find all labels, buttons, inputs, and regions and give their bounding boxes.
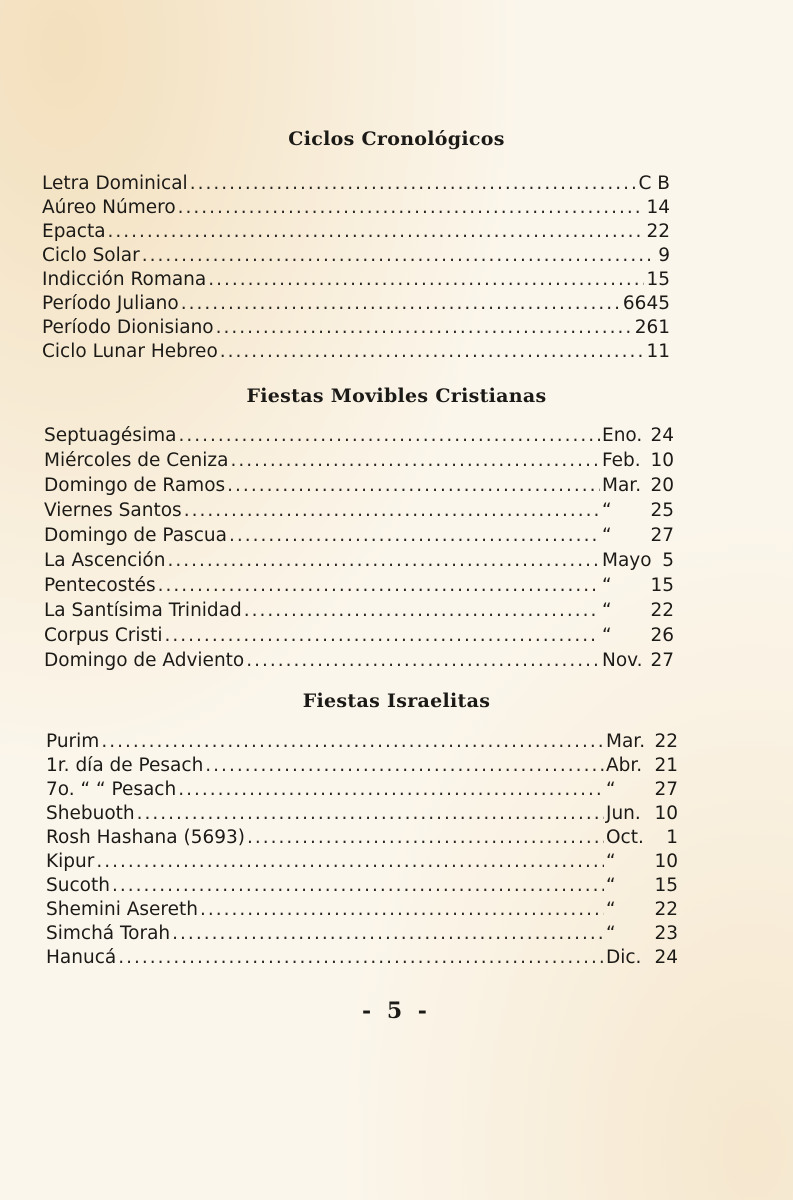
list-item	[46, 826, 678, 850]
row-label: Viernes Santos	[44, 500, 182, 521]
row-label: Domingo de Adviento	[44, 650, 245, 671]
row-label: Sucoth	[46, 875, 110, 896]
leader-dots	[184, 499, 600, 523]
row-day: 21	[654, 755, 678, 776]
row-value: 14	[646, 197, 670, 218]
list-item	[44, 449, 674, 473]
row-month: “	[606, 779, 616, 800]
leader-dots	[112, 874, 604, 898]
row-label: Letra Dominical	[42, 173, 188, 194]
row-day: 23	[654, 923, 678, 944]
leader-dots	[220, 340, 645, 364]
list-item	[42, 292, 670, 316]
list-item	[46, 778, 678, 802]
page-number: - 5 -	[362, 998, 431, 1024]
row-month: “	[602, 625, 612, 646]
section-title-fiestas-israelitas: Fiestas Israelitas	[302, 690, 491, 712]
list-item	[44, 549, 674, 573]
list-item	[46, 898, 678, 922]
row-month: Dic.	[606, 947, 642, 968]
list-item	[46, 850, 678, 874]
row-month: “	[602, 500, 612, 521]
row-value: 261	[634, 317, 670, 338]
list-item	[46, 874, 678, 898]
row-label: Ciclo Lunar Hebreo	[42, 341, 218, 362]
row-day: 22	[654, 731, 678, 752]
leader-dots	[101, 730, 604, 754]
row-month: Eno.	[602, 425, 643, 446]
list-item	[44, 649, 674, 673]
list-item	[44, 524, 674, 548]
row-label: La Santísima Trinidad	[44, 600, 242, 621]
leader-dots	[158, 574, 600, 598]
row-day: 26	[650, 625, 674, 646]
leader-dots	[208, 268, 644, 292]
leader-dots	[118, 946, 604, 970]
list-item	[46, 922, 678, 946]
row-label: Miércoles de Ceniza	[44, 450, 229, 471]
list-item	[46, 754, 678, 778]
row-label: Rosh Hashana (5693)	[46, 827, 245, 848]
leader-dots	[96, 850, 604, 874]
row-month: Jun.	[606, 803, 641, 824]
list-item	[46, 946, 678, 970]
list-item	[44, 474, 674, 498]
list-item	[42, 244, 670, 268]
row-label: Corpus Cristi	[44, 625, 163, 646]
list-item	[44, 424, 674, 448]
row-day: 15	[650, 575, 674, 596]
list-item	[44, 599, 674, 623]
row-day: 24	[654, 947, 678, 968]
list-item	[42, 196, 670, 220]
row-day: 27	[650, 650, 674, 671]
section-title-fiestas-cristianas: Fiestas Movibles Cristianas	[246, 385, 547, 407]
list-item	[42, 220, 670, 244]
leader-dots	[165, 624, 600, 648]
leader-dots	[190, 172, 637, 196]
row-day: 10	[650, 450, 674, 471]
row-day: 27	[650, 525, 674, 546]
row-label: Pentecostés	[44, 575, 156, 596]
list-item	[42, 316, 670, 340]
row-label: Período Juliano	[42, 293, 179, 314]
row-month: Oct.	[606, 827, 644, 848]
row-label: Shebuoth	[46, 803, 135, 824]
row-month: Abr.	[606, 755, 643, 776]
leader-dots	[172, 922, 604, 946]
row-day: 27	[654, 779, 678, 800]
row-label: Aúreo Número	[42, 197, 176, 218]
row-label: Domingo de Pascua	[44, 525, 227, 546]
row-month: Mar.	[602, 475, 642, 496]
row-month: Mar.	[606, 731, 646, 752]
leader-dots	[167, 549, 600, 573]
leader-dots	[142, 244, 657, 268]
row-value: 22	[646, 221, 670, 242]
row-month: “	[606, 875, 616, 896]
row-label: 1r. día de Pesach	[46, 755, 204, 776]
row-day: 10	[654, 851, 678, 872]
list-item	[44, 499, 674, 523]
row-month: “	[602, 575, 612, 596]
row-day: 15	[654, 875, 678, 896]
row-day: 5	[662, 550, 674, 571]
leader-dots	[178, 196, 645, 220]
leader-dots	[181, 292, 621, 316]
row-value: C B	[638, 173, 670, 194]
row-month: “	[602, 600, 612, 621]
leader-dots	[200, 898, 604, 922]
leader-dots	[178, 424, 600, 448]
list-item	[44, 624, 674, 648]
leader-dots	[244, 599, 600, 623]
row-label: 7o. “ “ Pesach	[46, 779, 177, 800]
row-label: Epacta	[42, 221, 106, 242]
row-label: Hanucá	[46, 947, 117, 968]
row-label: Simchá Torah	[46, 923, 171, 944]
row-value: 11	[646, 341, 670, 362]
row-day: 20	[650, 475, 674, 496]
leader-dots	[216, 316, 633, 340]
row-month: “	[606, 923, 616, 944]
leader-dots	[247, 826, 604, 850]
leader-dots	[137, 802, 604, 826]
leader-dots	[178, 778, 604, 802]
leader-dots	[227, 474, 600, 498]
leader-dots	[205, 754, 604, 778]
leader-dots	[108, 220, 645, 244]
row-month: “	[606, 899, 616, 920]
row-day: 10	[654, 803, 678, 824]
row-label: Shemini Asereth	[46, 899, 198, 920]
leader-dots	[246, 649, 600, 673]
row-month: “	[602, 525, 612, 546]
row-label: Período Dionisiano	[42, 317, 214, 338]
row-day: 1	[666, 827, 678, 848]
row-value: 9	[658, 245, 670, 266]
row-label: Domingo de Ramos	[44, 475, 226, 496]
list-item	[42, 172, 670, 196]
list-item	[42, 268, 670, 292]
section-title-ciclos: Ciclos Cronológicos	[288, 128, 505, 150]
list-item	[46, 730, 678, 754]
row-month: Mayo	[602, 550, 652, 571]
leader-dots	[229, 524, 600, 548]
list-item	[44, 574, 674, 598]
row-day: 24	[650, 425, 674, 446]
row-label: Septuagésima	[44, 425, 177, 446]
row-label: Indicción Romana	[42, 269, 207, 290]
row-day: 22	[650, 600, 674, 621]
row-label: Purim	[46, 731, 100, 752]
row-value: 15	[646, 269, 670, 290]
row-label: La Ascención	[44, 550, 166, 571]
list-item	[46, 802, 678, 826]
row-day: 25	[650, 500, 674, 521]
row-day: 22	[654, 899, 678, 920]
row-month: Feb.	[602, 450, 641, 471]
row-value: 6645	[622, 293, 670, 314]
row-label: Kipur	[46, 851, 95, 872]
row-label: Ciclo Solar	[42, 245, 140, 266]
leader-dots	[230, 449, 600, 473]
list-item	[42, 340, 670, 364]
row-month: “	[606, 851, 616, 872]
row-month: Nov.	[602, 650, 643, 671]
